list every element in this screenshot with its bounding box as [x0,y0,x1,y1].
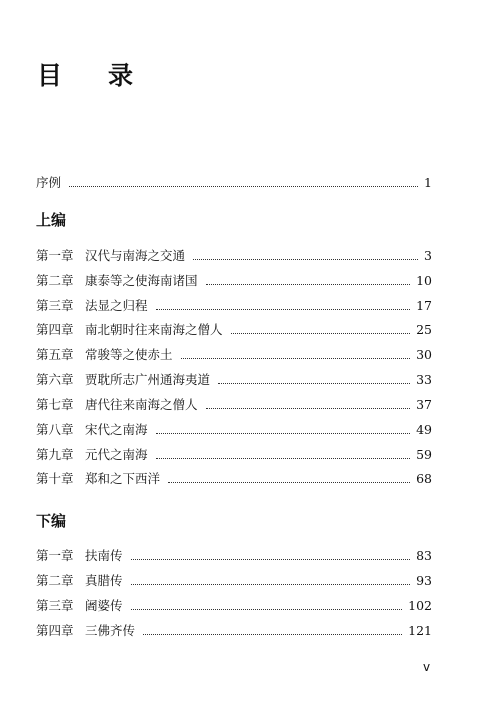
dot-leader [206,408,411,409]
chapter-title: 元代之南海 [85,447,148,462]
toc-entry[interactable] [36,246,432,264]
part-heading-1: 上编 [36,211,67,229]
page-number: 25 [416,322,432,337]
dot-leader [131,609,403,610]
toc-entry[interactable] [36,271,432,289]
toc-entry-preface[interactable] [36,173,432,191]
toc-entry[interactable] [36,320,432,338]
chapter-title: 宋代之南海 [85,422,148,437]
page-number: 17 [416,298,432,313]
chapter-number: 第一章 [36,248,74,263]
dot-leader [156,458,411,459]
chapter-title: 郑和之下西洋 [85,471,161,486]
toc-entry[interactable] [36,420,432,438]
part-heading-2: 下编 [36,512,67,530]
chapter-number: 第七章 [36,397,74,412]
entry-page: 1 [424,175,432,190]
dot-leader [143,634,402,635]
chapter-number: 第四章 [36,623,74,638]
chapter-number: 第一章 [36,548,74,563]
chapter-number: 第二章 [36,273,74,288]
chapter-title: 三佛齐传 [85,623,136,638]
chapter-number: 第六章 [36,372,74,387]
chapter-number: 第五章 [36,347,74,362]
chapter-number: 第三章 [36,598,74,613]
toc-entry[interactable] [36,395,432,413]
entry-title: 序例 [36,175,62,190]
dot-leader [156,433,411,434]
dot-leader [206,284,411,285]
page-number: 93 [416,573,432,588]
chapter-number: 第三章 [36,298,74,313]
chapter-title: 真腊传 [85,573,123,588]
dot-leader [69,186,418,187]
page-title [37,56,135,92]
toc-entry[interactable] [36,621,432,639]
dot-leader [131,584,411,585]
chapter-title: 扶南传 [85,548,123,563]
chapter-number: 第十章 [36,471,74,486]
page-number: 121 [408,623,432,638]
toc-entry[interactable] [36,596,432,614]
chapter-number: 第九章 [36,447,74,462]
chapter-number: 第二章 [36,573,74,588]
title-char-1: 目 [37,61,65,90]
folio-page-number: v [423,660,431,674]
title-char-2: 录 [108,61,136,90]
page-number: 59 [416,447,432,462]
toc-entry[interactable] [36,370,432,388]
dot-leader [168,482,410,483]
chapter-title: 南北朝时往来南海之僧人 [85,322,223,337]
dot-leader [231,333,411,334]
chapter-title: 康泰等之使海南诸国 [85,273,198,288]
chapter-number: 第四章 [36,322,74,337]
chapter-title: 贾耽所志广州通海夷道 [85,372,211,387]
page-number: 10 [416,273,432,288]
chapter-title: 汉代与南海之交通 [85,248,186,263]
chapter-number: 第八章 [36,422,74,437]
chapter-title: 唐代往来南海之僧人 [85,397,198,412]
toc-entry[interactable] [36,546,432,564]
page-number: 102 [408,598,432,613]
chapter-title: 常骏等之使赤土 [85,347,173,362]
toc-entry[interactable] [36,345,432,363]
dot-leader [156,309,411,310]
chapter-title: 法显之归程 [85,298,148,313]
page-number: 49 [416,422,432,437]
toc-entry[interactable] [36,445,432,463]
dot-leader [131,559,411,560]
dot-leader [181,358,411,359]
dot-leader [193,259,418,260]
toc-entry[interactable] [36,571,432,589]
page-number: 3 [424,248,432,263]
page-number: 68 [416,471,432,486]
toc-entry[interactable] [36,296,432,314]
page-number: 83 [416,548,432,563]
toc-entry[interactable] [36,469,432,487]
dot-leader [218,383,410,384]
chapter-title: 阇婆传 [85,598,123,613]
page-number: 33 [416,372,432,387]
page-number: 30 [416,347,432,362]
page-number: 37 [416,397,432,412]
